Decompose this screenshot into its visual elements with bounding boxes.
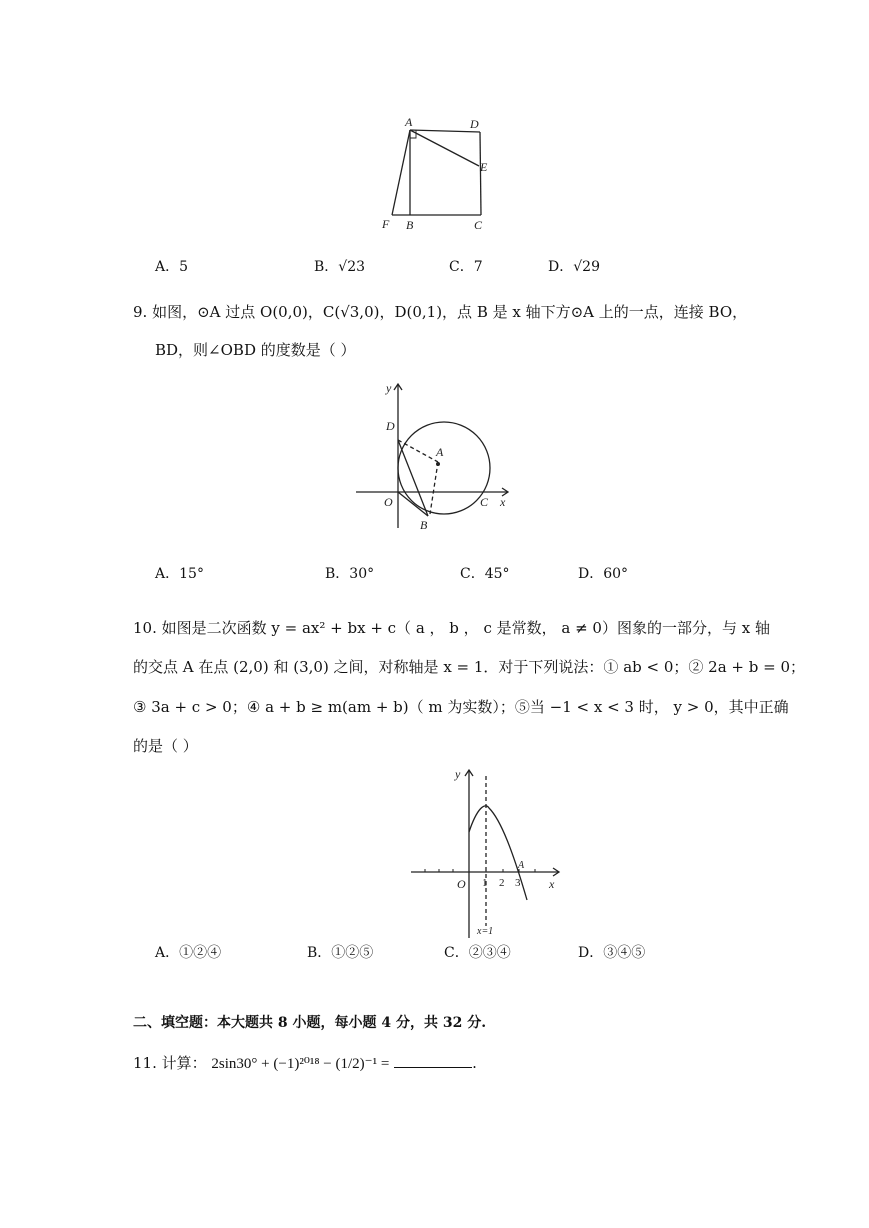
q9-option-b-letter: B．	[325, 566, 350, 582]
q9-option-c-value: 45°	[484, 566, 510, 582]
q10-option-b	[307, 943, 373, 963]
q10-line-4: 的是（ ）	[133, 737, 198, 755]
q9-option-b	[325, 564, 374, 584]
q9-line-1: 9. 如图，⊙A 过点 O(0,0)，C(√3,0)，D(0,1)，点 B 是 x 轴下方⊙A 上的一点，连接 BO，	[133, 303, 748, 321]
fig9-label-a: A	[436, 445, 444, 459]
q10-option-c-value: ②③④	[468, 945, 511, 961]
fig10-label-axis-of-symmetry: x=1	[477, 926, 494, 937]
q9-line-2: BD，则∠OBD 的度数是（ ）	[155, 341, 356, 359]
q10-line-3: ③ 3a + c > 0；④ a + b ≥ m(am + b)（ m 为实数）；⑤当 −1 < x < 3 时， y > 0，其中正确	[133, 698, 789, 716]
q8-option-d-value: √29	[573, 259, 600, 275]
q9-option-b-value: 30°	[349, 566, 375, 582]
q8-option-d-letter: D．	[548, 259, 574, 275]
fig10-label-x: x	[549, 877, 555, 891]
q9-option-d-letter: D．	[578, 566, 604, 582]
q8-option-c-letter: C．	[449, 259, 474, 275]
q8-option-c-value: 7	[473, 259, 483, 275]
q8-option-a-letter: A．	[155, 259, 180, 275]
q8-option-b	[314, 257, 365, 277]
fig8-label-b: B	[406, 218, 414, 232]
fig8-label-c: C	[474, 218, 483, 232]
q11-prefix: 11. 计算：	[133, 1054, 207, 1072]
q10-option-c	[444, 943, 511, 963]
fig8-label-e: E	[480, 160, 488, 174]
q8-option-a-value: 5	[179, 259, 189, 275]
q10-line-2: 的交点 A 在点 (2,0) 和 (3,0) 之间，对称轴是 x = 1．对于下列说法：① ab < 0；② 2a + b = 0；	[133, 658, 806, 676]
figure-q10	[405, 762, 565, 942]
fig10-label-2: 2	[499, 877, 505, 889]
figure-q8	[370, 112, 500, 237]
q11-answer-blank[interactable]	[394, 1053, 472, 1068]
q10-option-d-value: ③④⑤	[603, 945, 646, 961]
q10-line-1: 10. 如图是二次函数 y = ax² + bx + c（ a ， b ， c 是常数， a ≠ 0）图象的一部分，与 x 轴	[133, 619, 770, 637]
q9-option-c	[460, 564, 510, 584]
q9-option-a-value: 15°	[179, 566, 204, 582]
fig10-label-o: O	[457, 877, 466, 891]
fig9-label-x: x	[500, 495, 506, 509]
q8-option-b-letter: B．	[314, 259, 339, 275]
fig10-label-1: 1	[482, 877, 488, 889]
q10-option-b-value: ①②⑤	[331, 945, 374, 961]
q10-option-d	[578, 943, 645, 963]
q10-option-b-letter: B．	[307, 945, 332, 961]
q10-option-a-letter: A．	[155, 945, 180, 961]
q8-option-b-value: √23	[338, 259, 366, 275]
q9-option-c-letter: C．	[460, 566, 485, 582]
fig9-label-c: C	[480, 495, 489, 509]
fig9-label-o: O	[384, 495, 393, 509]
q11-line	[133, 1053, 477, 1074]
q10-option-d-letter: D．	[578, 945, 604, 961]
figure-q9	[350, 378, 520, 538]
fig8-label-f: F	[382, 217, 390, 231]
fig10-label-y: y	[455, 767, 461, 781]
q10-option-a-value: ①②④	[179, 945, 222, 961]
fig9-label-b: B	[420, 518, 428, 532]
q8-option-d	[548, 257, 600, 277]
q11-expression: 2sin30° + (−1)²⁰¹⁸ − (1/2)⁻¹ =	[211, 1056, 390, 1072]
fig9-label-d: D	[386, 419, 395, 433]
fig10-label-3: 3	[515, 877, 521, 889]
q8-option-a	[155, 257, 188, 277]
fig8-label-d: D	[470, 117, 479, 131]
fig9-label-y: y	[386, 381, 392, 395]
section-heading-fill-in: 二、填空题：本大题共 8 小题，每小题 4 分，共 32 分.	[133, 1015, 487, 1031]
q10-option-a	[155, 943, 221, 963]
q9-option-a	[155, 564, 204, 584]
fig10-label-a: A	[518, 860, 525, 871]
q11-suffix: .	[472, 1054, 477, 1072]
q10-option-c-letter: C．	[444, 945, 469, 961]
q9-option-d	[578, 564, 628, 584]
q9-option-d-value: 60°	[603, 566, 629, 582]
q8-option-c	[449, 257, 483, 277]
fig8-label-a: A	[405, 115, 413, 129]
q9-option-a-letter: A．	[155, 566, 180, 582]
